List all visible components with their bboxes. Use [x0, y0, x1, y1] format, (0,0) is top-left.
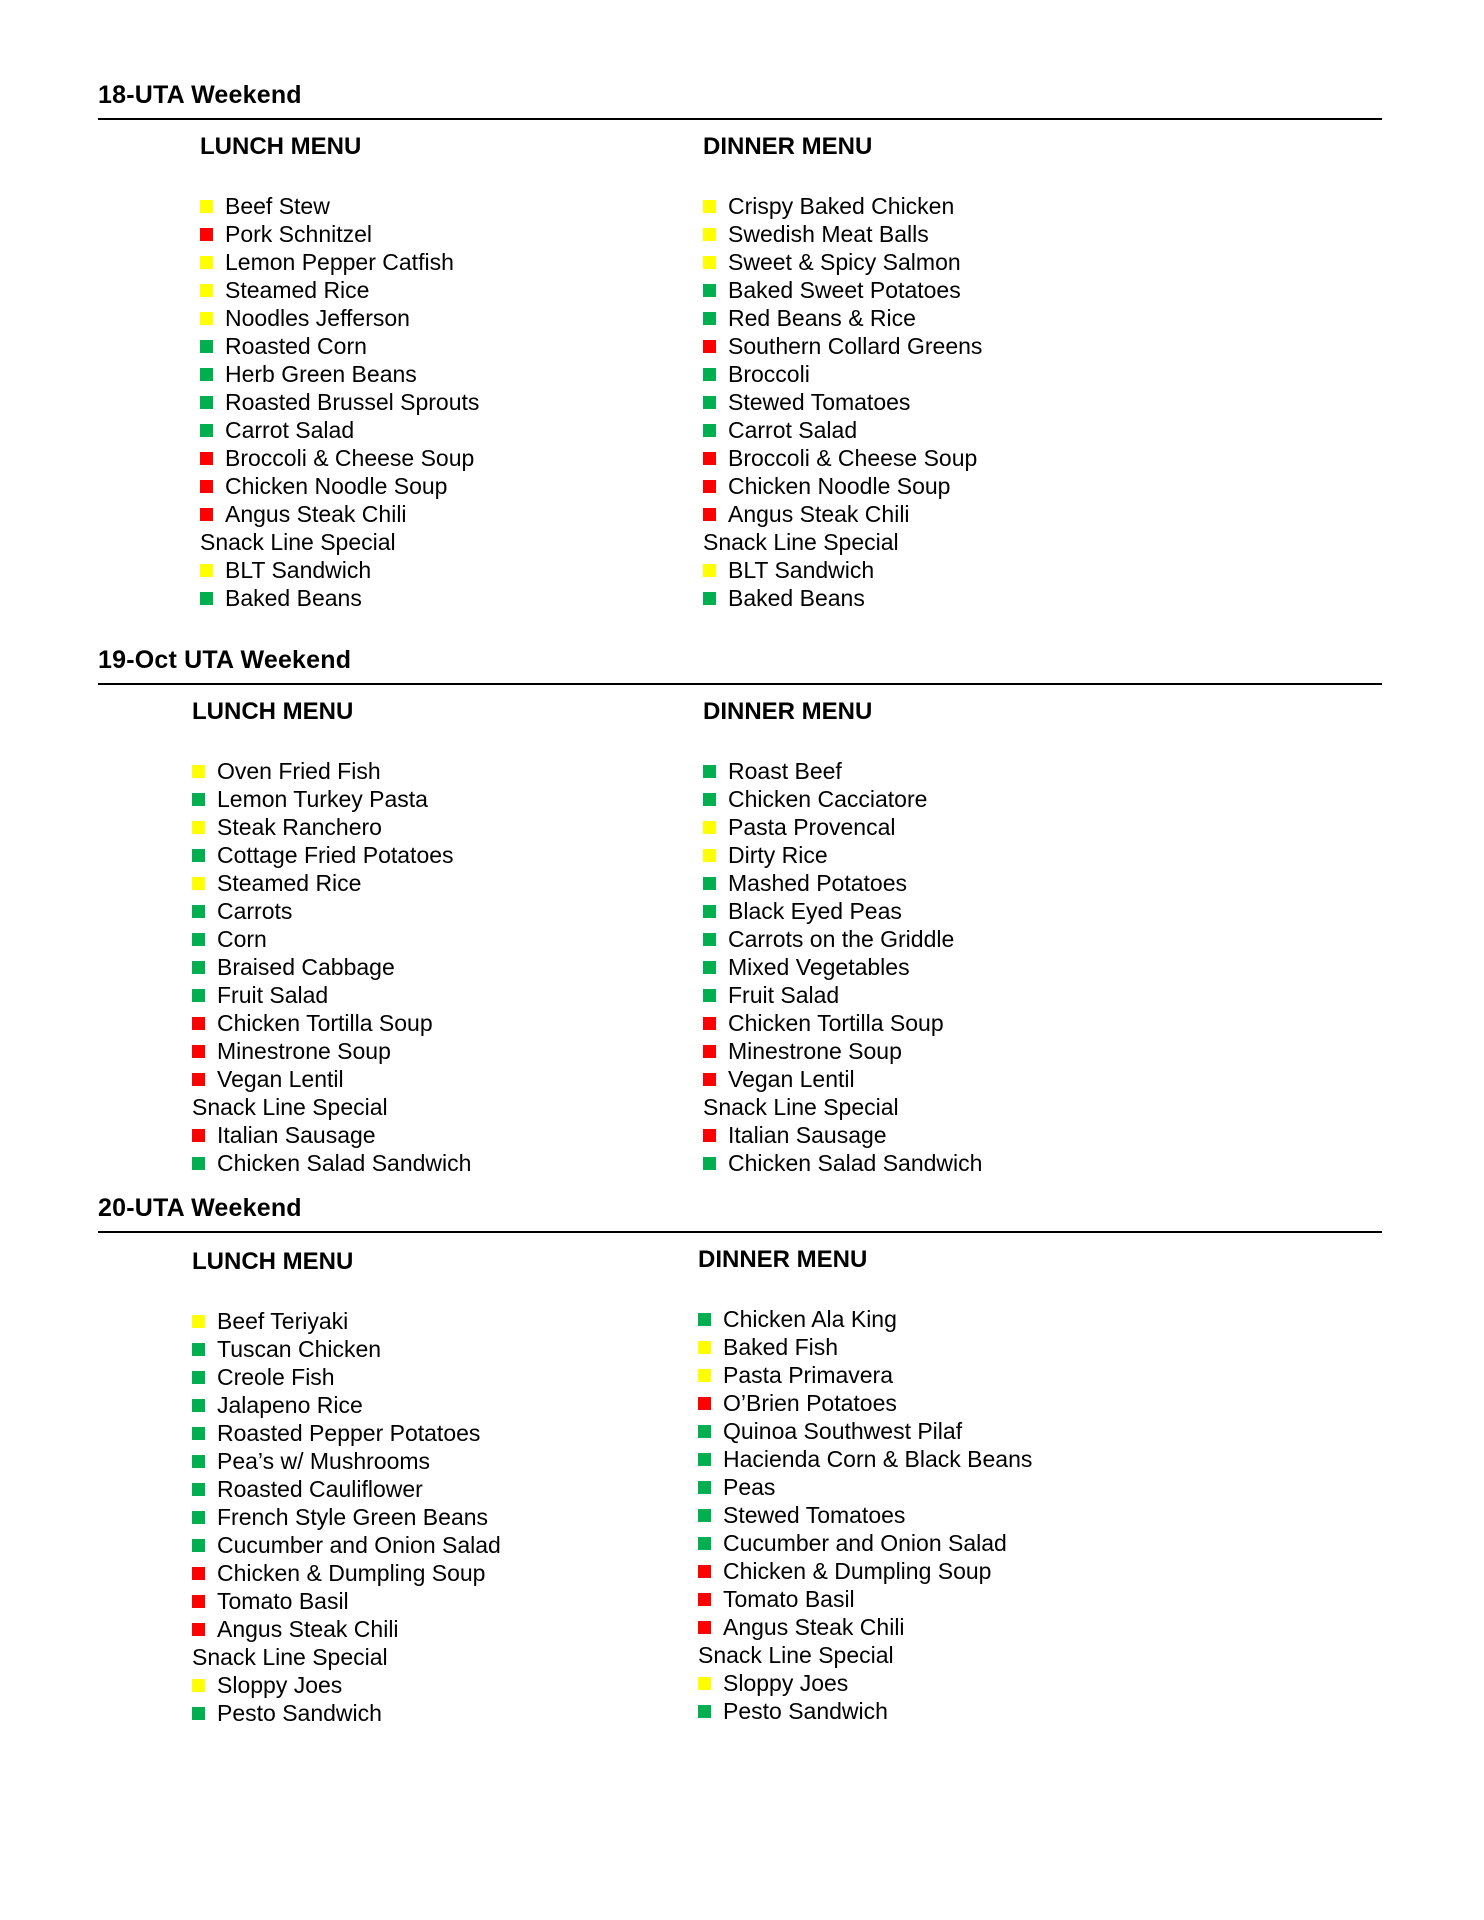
green-square-icon [200, 592, 213, 605]
menu-item [192, 869, 471, 897]
menu-item-label: Crispy Baked Chicken [728, 193, 955, 219]
yellow-square-icon [698, 1677, 711, 1690]
menu-item [703, 304, 982, 332]
lunch-menu-column [200, 132, 479, 612]
menu-item [200, 472, 479, 500]
menu-item [192, 1363, 501, 1391]
green-square-icon [192, 1371, 205, 1384]
menu-item [703, 472, 982, 500]
lunch-menu-list [192, 1307, 501, 1727]
menu-item [200, 500, 479, 528]
menu-item [192, 1065, 471, 1093]
menu-item-label: Cucumber and Onion Salad [723, 1530, 1007, 1556]
menu-item-label: Herb Green Beans [225, 361, 417, 387]
menu-item-label: Chicken & Dumpling Soup [217, 1560, 486, 1586]
menu-subheading [192, 1093, 471, 1121]
menu-item [200, 276, 479, 304]
dinner-menu-title: DINNER MENU [703, 698, 873, 725]
menu-item-label: Creole Fish [217, 1364, 335, 1390]
menu-item [703, 248, 982, 276]
menu-item-label: Noodles Jefferson [225, 305, 410, 331]
menu-item [703, 332, 982, 360]
yellow-square-icon [698, 1369, 711, 1382]
menu-item [192, 925, 471, 953]
green-square-icon [703, 961, 716, 974]
menu-item-label: Carrots on the Griddle [728, 926, 955, 952]
dinner-menu-list [703, 757, 982, 1177]
menu-item [703, 1009, 982, 1037]
yellow-square-icon [192, 1679, 205, 1692]
menu-subheading [192, 1643, 501, 1671]
dinner-menu-list [698, 1305, 1032, 1725]
menu-item [703, 556, 982, 584]
menu-item [698, 1305, 1032, 1333]
menu-item-label: Angus Steak Chili [723, 1614, 905, 1640]
menu-item-label: Chicken Ala King [723, 1306, 897, 1332]
menu-item [192, 1037, 471, 1065]
lunch-menu-title: LUNCH MENU [192, 698, 354, 725]
yellow-square-icon [703, 200, 716, 213]
menu-item [703, 813, 982, 841]
menu-item-label: Chicken Noodle Soup [728, 473, 951, 499]
menu-subheading [703, 528, 982, 556]
yellow-square-icon [698, 1341, 711, 1354]
menu-item-label: Roasted Cauliflower [217, 1476, 423, 1502]
red-square-icon [703, 508, 716, 521]
lunch-menu-title: LUNCH MENU [200, 133, 362, 160]
red-square-icon [698, 1593, 711, 1606]
menu-item-label: Hacienda Corn & Black Beans [723, 1446, 1033, 1472]
menu-item-label: Quinoa Southwest Pilaf [723, 1418, 963, 1444]
menu-item-label: Angus Steak Chili [728, 501, 910, 527]
menu-item-label: Stewed Tomatoes [728, 389, 911, 415]
menu-item [200, 248, 479, 276]
red-square-icon [703, 1045, 716, 1058]
menu-item-label: Snack Line Special [200, 529, 396, 555]
menu-item-label: Fruit Salad [217, 982, 329, 1008]
green-square-icon [703, 424, 716, 437]
dinner-menu-column [703, 132, 982, 612]
green-square-icon [192, 849, 205, 862]
menu-item [703, 1121, 982, 1149]
menu-item-label: Steamed Rice [217, 870, 362, 896]
menu-item [192, 1475, 501, 1503]
lunch-menu-list [200, 192, 479, 612]
menu-item [192, 1671, 501, 1699]
weekend-section-20 [98, 1193, 1388, 1726]
menu-item-label: Snack Line Special [703, 1094, 899, 1120]
menu-item [200, 416, 479, 444]
menu-item [703, 276, 982, 304]
menu-item-label: Lemon Turkey Pasta [217, 786, 428, 812]
menu-item [192, 1503, 501, 1531]
green-square-icon [698, 1509, 711, 1522]
menu-item [698, 1585, 1032, 1613]
menu-item [698, 1501, 1032, 1529]
menu-item [698, 1417, 1032, 1445]
menu-item [703, 500, 982, 528]
menu-item-label: Dirty Rice [728, 842, 828, 868]
menu-item-label: Chicken Tortilla Soup [728, 1010, 944, 1036]
green-square-icon [703, 396, 716, 409]
menu-item-label: Chicken & Dumpling Soup [723, 1558, 992, 1584]
green-square-icon [703, 368, 716, 381]
menu-item-label: Broccoli & Cheese Soup [225, 445, 475, 471]
green-square-icon [703, 765, 716, 778]
menu-item-label: Sloppy Joes [217, 1672, 343, 1698]
menu-item-label: Peas [723, 1474, 776, 1500]
yellow-square-icon [192, 765, 205, 778]
menu-item-label: Minestrone Soup [217, 1038, 391, 1064]
menu-item-label: Braised Cabbage [217, 954, 395, 980]
menu-item [200, 220, 479, 248]
green-square-icon [698, 1453, 711, 1466]
green-square-icon [703, 933, 716, 946]
red-square-icon [703, 340, 716, 353]
menu-item-label: BLT Sandwich [225, 557, 372, 583]
menu-item [200, 444, 479, 472]
green-square-icon [192, 1157, 205, 1170]
green-square-icon [703, 877, 716, 890]
yellow-square-icon [200, 200, 213, 213]
menu-item [192, 1447, 501, 1475]
menu-item [200, 556, 479, 584]
green-square-icon [703, 793, 716, 806]
menu-item [200, 332, 479, 360]
menu-item [703, 953, 982, 981]
menu-item-label: Roasted Brussel Sprouts [225, 389, 480, 415]
lunch-menu-column [192, 1247, 501, 1727]
menu-item-label: Chicken Salad Sandwich [728, 1150, 983, 1176]
menu-item-label: Swedish Meat Balls [728, 221, 929, 247]
menu-item-label: Snack Line Special [192, 1094, 388, 1120]
menu-item-label: Red Beans & Rice [728, 305, 916, 331]
menu-item-label: BLT Sandwich [728, 557, 875, 583]
dinner-menu-list [703, 192, 982, 612]
green-square-icon [192, 1427, 205, 1440]
menu-subheading [200, 528, 479, 556]
menu-item [703, 584, 982, 612]
menu-item [192, 1009, 471, 1037]
menu-item-label: Chicken Noodle Soup [225, 473, 448, 499]
yellow-square-icon [703, 564, 716, 577]
yellow-square-icon [200, 312, 213, 325]
menu-item-label: Tomato Basil [723, 1586, 855, 1612]
menu-item [698, 1445, 1032, 1473]
menu-item-label: Minestrone Soup [728, 1038, 902, 1064]
menu-item-label: Lemon Pepper Catfish [225, 249, 454, 275]
menu-item [698, 1389, 1032, 1417]
menu-item-label: Angus Steak Chili [225, 501, 407, 527]
green-square-icon [192, 989, 205, 1002]
green-square-icon [703, 284, 716, 297]
yellow-square-icon [703, 821, 716, 834]
menu-item-label: Steak Ranchero [217, 814, 382, 840]
menu-item [200, 304, 479, 332]
green-square-icon [192, 933, 205, 946]
red-square-icon [192, 1595, 205, 1608]
green-square-icon [192, 1539, 205, 1552]
menu-item-label: French Style Green Beans [217, 1504, 489, 1530]
menu-item [703, 869, 982, 897]
menu-item-label: Sloppy Joes [723, 1670, 849, 1696]
menu-item [703, 416, 982, 444]
menu-item [703, 1065, 982, 1093]
red-square-icon [698, 1621, 711, 1634]
menu-item [703, 444, 982, 472]
dinner-menu-column [698, 1245, 1032, 1725]
dinner-menu-column [703, 697, 982, 1177]
section-divider [98, 683, 1382, 685]
yellow-square-icon [200, 256, 213, 269]
dinner-menu-title: DINNER MENU [703, 133, 873, 160]
dinner-menu-title: DINNER MENU [698, 1246, 868, 1273]
menu-item [698, 1473, 1032, 1501]
red-square-icon [192, 1567, 205, 1580]
menu-item-label: Baked Beans [728, 585, 865, 611]
section-divider [98, 1231, 1382, 1233]
menu-item [192, 757, 471, 785]
menu-item-label: Broccoli & Cheese Soup [728, 445, 978, 471]
menu-item [200, 192, 479, 220]
menu-item-label: Fruit Salad [728, 982, 840, 1008]
menu-item-label: Pesto Sandwich [723, 1698, 888, 1724]
menu-item-label: Steamed Rice [225, 277, 370, 303]
menu-item [192, 1587, 501, 1615]
menu-item [192, 1419, 501, 1447]
section-title: 19-Oct UTA Weekend [98, 646, 352, 674]
yellow-square-icon [192, 821, 205, 834]
menu-item [192, 1531, 501, 1559]
green-square-icon [192, 961, 205, 974]
menu-item [698, 1697, 1032, 1725]
red-square-icon [200, 508, 213, 521]
menu-item [192, 841, 471, 869]
menu-item-label: Carrot Salad [225, 417, 355, 443]
menu-item-label: Pesto Sandwich [217, 1700, 382, 1726]
green-square-icon [703, 989, 716, 1002]
menu-item-label: Chicken Tortilla Soup [217, 1010, 433, 1036]
menu-item-label: Oven Fried Fish [217, 758, 381, 784]
weekend-section-19 [98, 645, 1388, 1176]
menu-item-label: Mixed Vegetables [728, 954, 910, 980]
menu-item-label: Roasted Corn [225, 333, 367, 359]
menu-item [192, 1149, 471, 1177]
menu-item [703, 925, 982, 953]
menu-item-label: Beef Teriyaki [217, 1308, 349, 1334]
yellow-square-icon [192, 877, 205, 890]
menu-item [200, 360, 479, 388]
red-square-icon [200, 480, 213, 493]
menu-item [703, 785, 982, 813]
menu-item-label: Southern Collard Greens [728, 333, 983, 359]
yellow-square-icon [200, 284, 213, 297]
menu-item-label: Angus Steak Chili [217, 1616, 399, 1642]
menu-item-label: Chicken Cacciatore [728, 786, 928, 812]
menu-item-label: Carrot Salad [728, 417, 858, 443]
menu-item-label: Pasta Provencal [728, 814, 896, 840]
red-square-icon [703, 452, 716, 465]
menu-subheading [703, 1093, 982, 1121]
red-square-icon [192, 1073, 205, 1086]
menu-item-label: Snack Line Special [192, 1644, 388, 1670]
green-square-icon [703, 905, 716, 918]
menu-item-label: Carrots [217, 898, 293, 924]
menu-item-label: Chicken Salad Sandwich [217, 1150, 472, 1176]
green-square-icon [192, 1707, 205, 1720]
red-square-icon [200, 228, 213, 241]
yellow-square-icon [192, 1315, 205, 1328]
menu-item-label: Italian Sausage [728, 1122, 887, 1148]
menu-item-label: Snack Line Special [703, 529, 899, 555]
green-square-icon [192, 793, 205, 806]
section-divider [98, 118, 1382, 120]
green-square-icon [698, 1313, 711, 1326]
menu-item [192, 1615, 501, 1643]
green-square-icon [200, 368, 213, 381]
menu-item [192, 981, 471, 1009]
menu-item [192, 897, 471, 925]
menu-item [703, 1149, 982, 1177]
menu-item [192, 785, 471, 813]
red-square-icon [698, 1397, 711, 1410]
red-square-icon [192, 1129, 205, 1142]
menu-item-label: Pea’s w/ Mushrooms [217, 1448, 431, 1474]
menu-item-label: Broccoli [728, 361, 810, 387]
green-square-icon [200, 396, 213, 409]
menu-item [192, 1699, 501, 1727]
menu-item-label: Roast Beef [728, 758, 842, 784]
menu-item [698, 1361, 1032, 1389]
menu-item [698, 1333, 1032, 1361]
menu-item [192, 1559, 501, 1587]
menu-item-label: Snack Line Special [698, 1642, 894, 1668]
menu-item-label: Cucumber and Onion Salad [217, 1532, 501, 1558]
menu-item-label: O’Brien Potatoes [723, 1390, 897, 1416]
menu-item [192, 1391, 501, 1419]
menu-item-label: Black Eyed Peas [728, 898, 902, 924]
menu-item-label: Stewed Tomatoes [723, 1502, 906, 1528]
menu-item-label: Corn [217, 926, 267, 952]
red-square-icon [703, 1073, 716, 1086]
menu-item-label: Beef Stew [225, 193, 330, 219]
red-square-icon [698, 1565, 711, 1578]
menu-item-label: Sweet & Spicy Salmon [728, 249, 961, 275]
menu-item [192, 953, 471, 981]
menu-item [703, 360, 982, 388]
red-square-icon [200, 452, 213, 465]
menu-item [698, 1669, 1032, 1697]
menu-item [703, 841, 982, 869]
menu-item [200, 388, 479, 416]
green-square-icon [192, 1343, 205, 1356]
menu-item [703, 757, 982, 785]
menu-item [192, 813, 471, 841]
menu-item-label: Tuscan Chicken [217, 1336, 382, 1362]
lunch-menu-column [192, 697, 471, 1177]
menu-item [192, 1121, 471, 1149]
menu-item [192, 1307, 501, 1335]
menu-item-label: Cottage Fried Potatoes [217, 842, 454, 868]
menu-item-label: Italian Sausage [217, 1122, 376, 1148]
yellow-square-icon [703, 228, 716, 241]
menu-item-label: Roasted Pepper Potatoes [217, 1420, 481, 1446]
lunch-menu-title: LUNCH MENU [192, 1248, 354, 1275]
section-title: 18-UTA Weekend [98, 81, 302, 109]
red-square-icon [192, 1623, 205, 1636]
menu-item [703, 192, 982, 220]
green-square-icon [192, 1399, 205, 1412]
red-square-icon [192, 1045, 205, 1058]
red-square-icon [703, 1129, 716, 1142]
menu-item [703, 981, 982, 1009]
red-square-icon [703, 480, 716, 493]
green-square-icon [192, 1511, 205, 1524]
menu-item [192, 1335, 501, 1363]
menu-item-label: Vegan Lentil [217, 1066, 344, 1092]
menu-item-label: Mashed Potatoes [728, 870, 908, 896]
menu-item-label: Jalapeno Rice [217, 1392, 363, 1418]
green-square-icon [698, 1425, 711, 1438]
menu-item [703, 388, 982, 416]
menu-item-label: Baked Sweet Potatoes [728, 277, 961, 303]
green-square-icon [200, 424, 213, 437]
menu-item [698, 1557, 1032, 1585]
menu-item-label: Vegan Lentil [728, 1066, 855, 1092]
menu-item [698, 1529, 1032, 1557]
weekend-section-18 [98, 80, 1388, 611]
menu-item-label: Pasta Primavera [723, 1362, 894, 1388]
menu-item [698, 1613, 1032, 1641]
green-square-icon [200, 340, 213, 353]
menu-item-label: Baked Fish [723, 1334, 839, 1360]
lunch-menu-list [192, 757, 471, 1177]
menu-subheading [698, 1641, 1032, 1669]
menu-item-label: Pork Schnitzel [225, 221, 373, 247]
menu-item [703, 220, 982, 248]
green-square-icon [703, 1157, 716, 1170]
red-square-icon [703, 1017, 716, 1030]
section-title: 20-UTA Weekend [98, 1194, 302, 1222]
green-square-icon [698, 1705, 711, 1718]
menu-item-label: Baked Beans [225, 585, 362, 611]
yellow-square-icon [703, 849, 716, 862]
green-square-icon [698, 1481, 711, 1494]
green-square-icon [192, 1483, 205, 1496]
red-square-icon [192, 1017, 205, 1030]
green-square-icon [192, 905, 205, 918]
menu-item [703, 897, 982, 925]
yellow-square-icon [703, 256, 716, 269]
green-square-icon [192, 1455, 205, 1468]
green-square-icon [703, 592, 716, 605]
yellow-square-icon [200, 564, 213, 577]
menu-item [200, 584, 479, 612]
menu-item [703, 1037, 982, 1065]
green-square-icon [703, 312, 716, 325]
green-square-icon [698, 1537, 711, 1550]
menu-item-label: Tomato Basil [217, 1588, 349, 1614]
